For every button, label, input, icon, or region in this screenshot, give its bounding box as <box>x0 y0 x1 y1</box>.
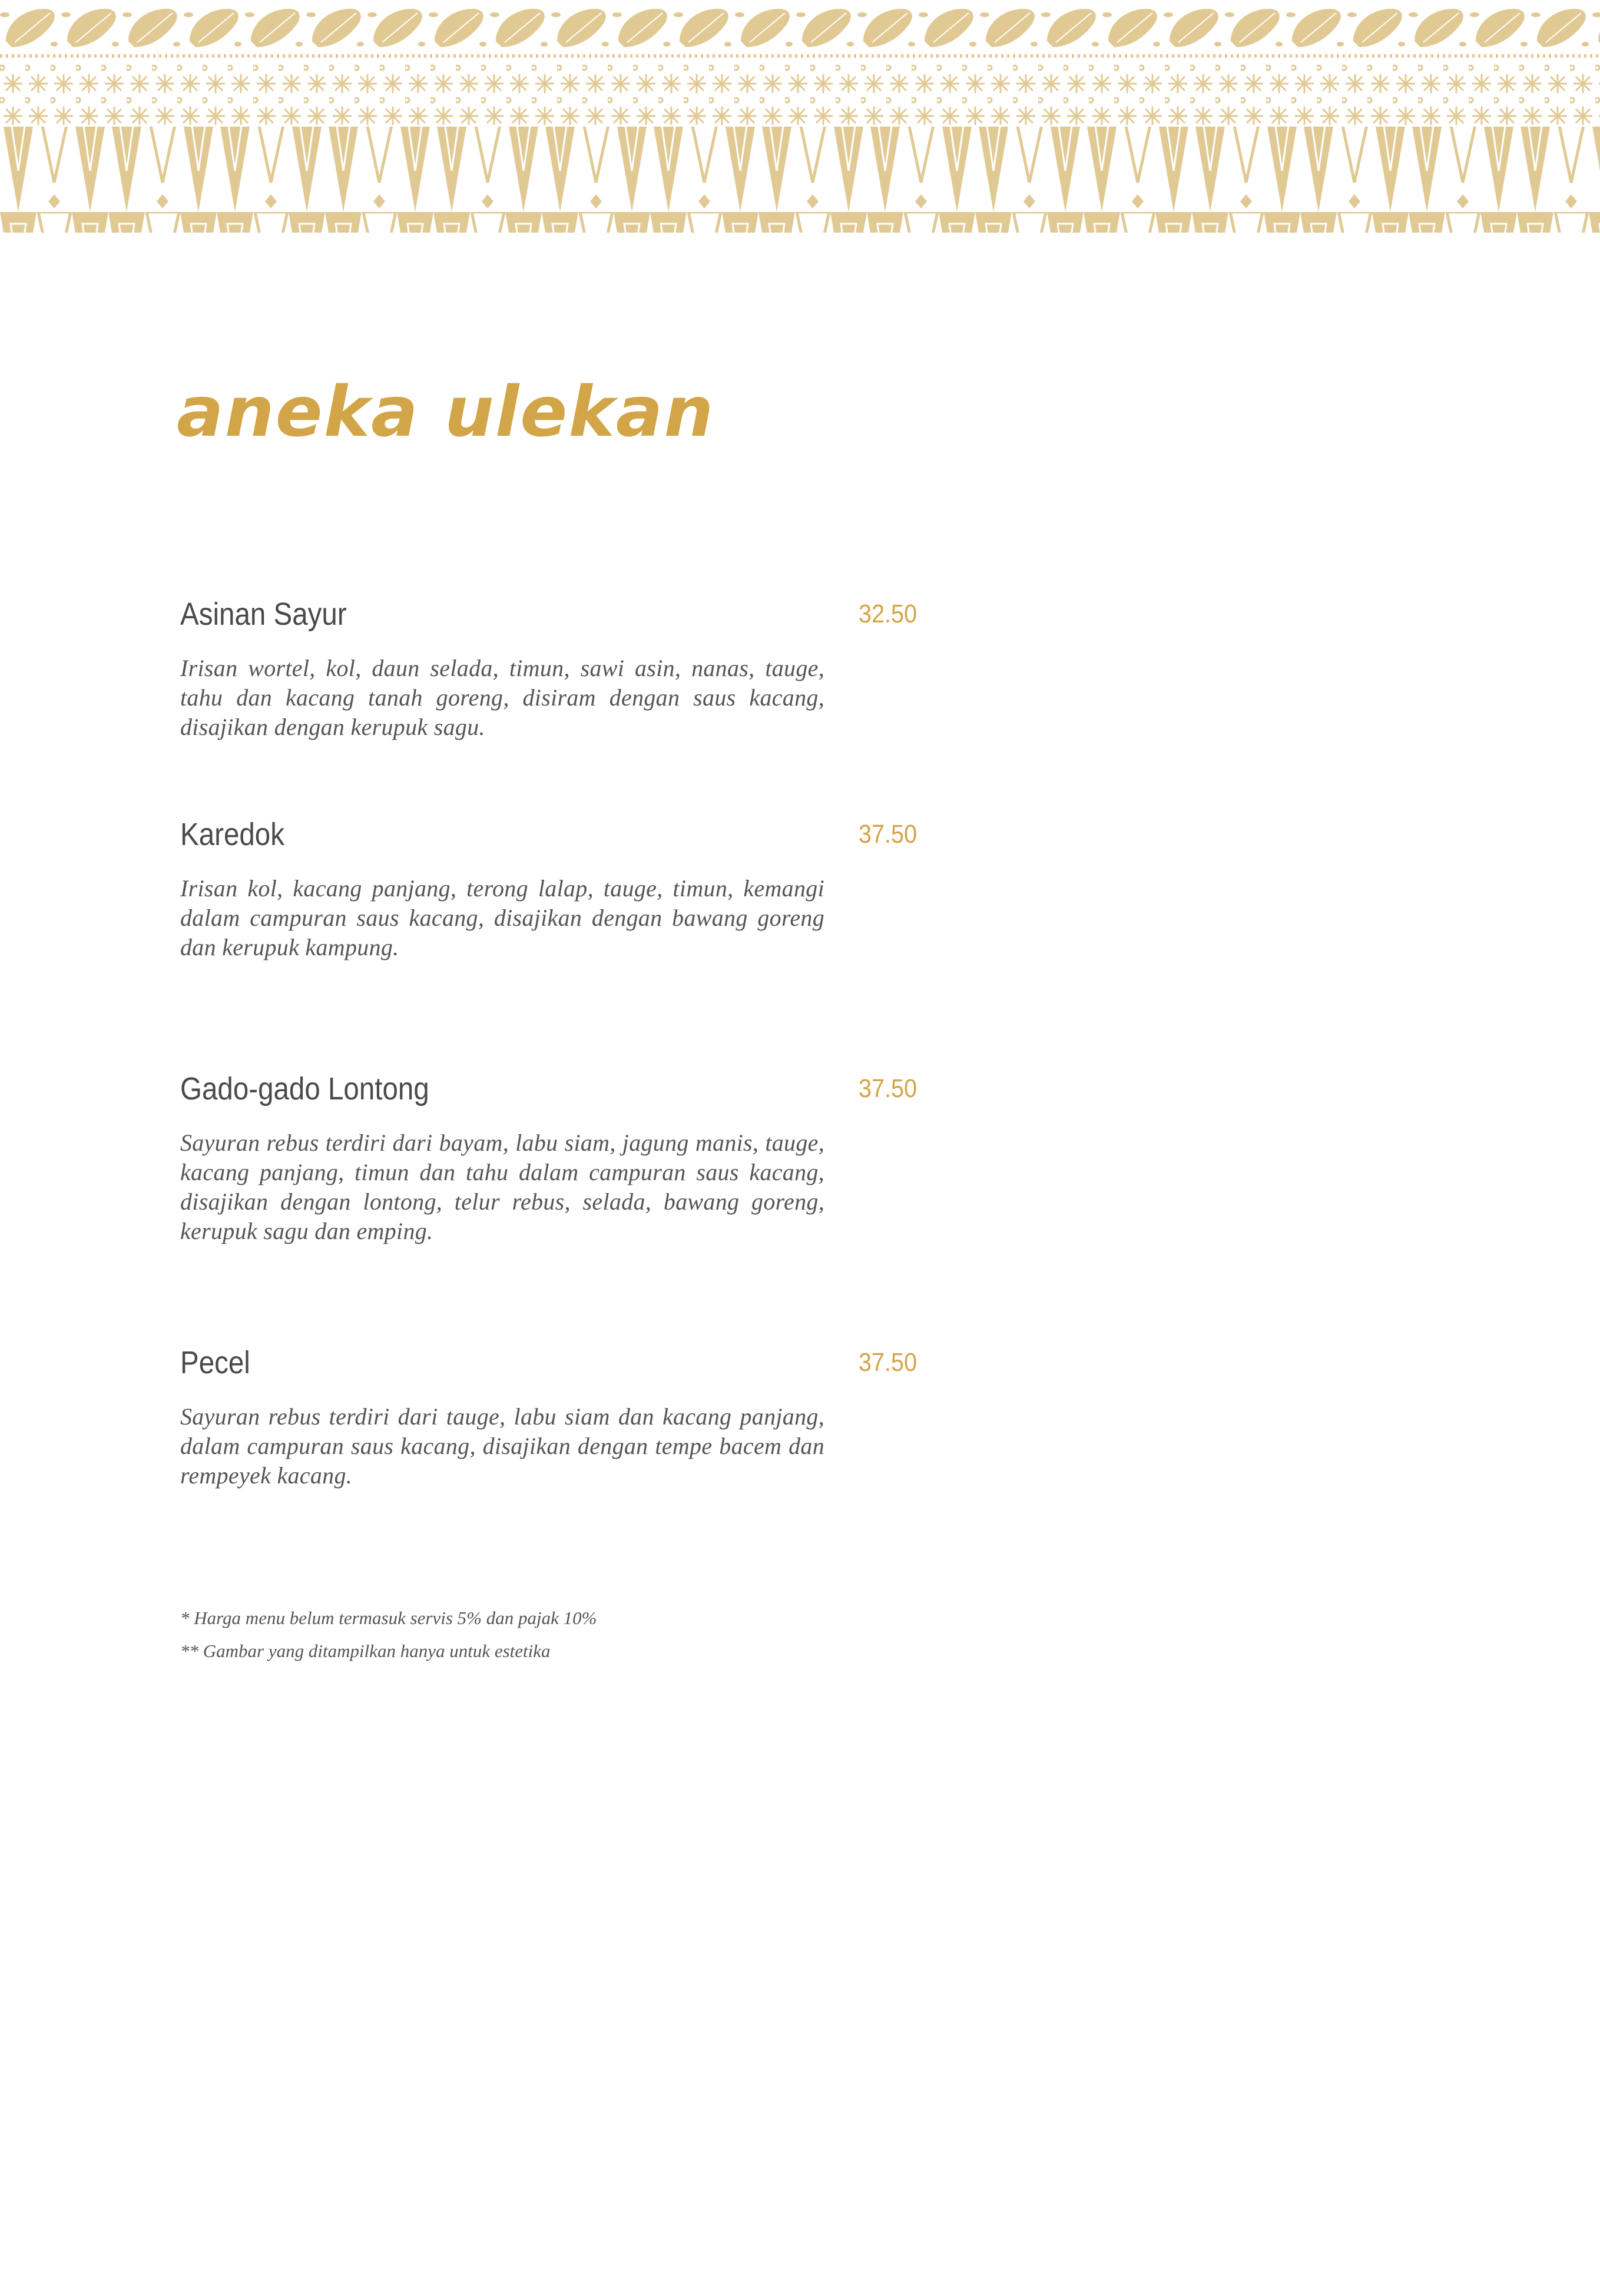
item-description: Irisan kol, kacang panjang, terong lalap, tauge, timun, kemangi dalam campuran saus kacang, disajikan dengan bawang goreng dan kerupuk kampung. <box>180 875 824 960</box>
menu-item <box>180 816 916 962</box>
item-price: 37.50 <box>859 1348 917 1377</box>
menu-item <box>180 596 916 742</box>
item-price: 32.50 <box>859 599 917 628</box>
item-description: Irisan wortel, kol, daun selada, timun, sawi asin, nanas, tauge, tahu dan kacang tanah goreng, disiram dengan saus kacang, disajikan dengan kerupuk sagu. <box>180 655 824 740</box>
page-title: aneka ulekan <box>177 371 715 452</box>
batik-ornament-banner <box>0 0 1600 236</box>
item-price: 37.50 <box>859 1074 917 1103</box>
footnote-image: ** Gambar yang ditampilkan hanya untuk estetika <box>180 1641 551 1661</box>
menu-item <box>180 1344 916 1490</box>
item-name: Asinan Sayur <box>180 597 347 632</box>
item-name: Gado-gado Lontong <box>180 1071 429 1106</box>
footnote-tax: * Harga menu belum termasuk servis 5% dan pajak 10% <box>180 1608 597 1628</box>
item-description: Sayuran rebus terdiri dari tauge, labu siam dan kacang panjang, dalam campuran saus kacang, disajikan dengan tempe bacem dan rempeyek kacang. <box>180 1403 824 1489</box>
item-price: 37.50 <box>859 820 917 849</box>
item-name: Karedok <box>180 817 285 852</box>
menu-item <box>180 1071 916 1246</box>
item-name: Pecel <box>180 1345 250 1380</box>
item-description: Sayuran rebus terdiri dari bayam, labu siam, jagung manis, tauge, kacang panjang, timun dan tahu dalam campuran saus kacang, disajikan dengan lontong, telur rebus, selada, bawang goreng, kerupuk sagu dan emping. <box>180 1129 824 1244</box>
